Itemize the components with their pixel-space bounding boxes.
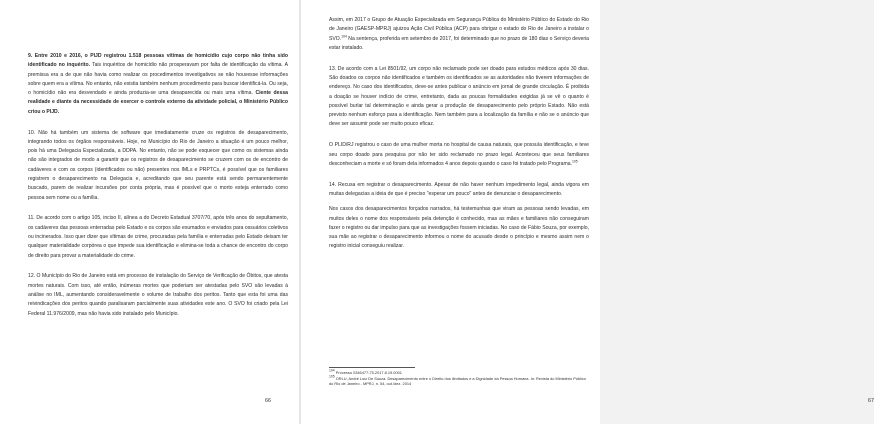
paragraph-12: 12. O Município do Rio de Janeiro está em processo de instalação do Serviço de Verificação de Óbitos, que atesta mortes naturais. Com isso, até então, inúmeras mortes que poderiam ser atestadas pelo SVO são levadas à análise no IML, aumentando consideravelmente o volume de trabalho dos peritos. Tanto que esta foi uma das reivindicações dos peritos quando paralisaram parcialmente suas atividades este ano. O SVO foi criado pela Lei Federal 11.976/2009, mas não havia sido instalado pelo Município. (28, 273, 288, 317)
paragraph-11: 11. De acordo com o artigo 105, inciso II, alínea a do Decreto Estadual 3707/70, após três anos do sepultamento, os cadáveres das pessoas enterradas pelo Estado e os corpos são exumados e enviados para ossuários coletivos ou incinerados. Isso quer dizer que vítimas de crime, procuradas pela família e enterradas pelo Estado deixam ter qualquer materialidade corpórea o que impede sua identificação e elimina-se toda a chance de encontro do corpo de direito para provar a materialidade do crime. (28, 215, 288, 259)
paragraph-9 (28, 52, 288, 117)
paragraph-9-bold-lead: 9. Entre 2010 e 2016, o PIJD registrou 1.518 pessoas vítimas de homicídio cujo corpo não tinha sido identificado no inquérito. (28, 53, 288, 69)
paragraph-plid-case-text: O PLID/RJ registrou o caso de uma mulher morta no hospital de causa naturais, que possuía identificação, e teve seu corpo doado para pesquisa por não ter sido reclamado no prazo legal. Aconteceu que seus familiares desconheciam a morte e só foram dela informados 4 anos depois quando o caso foi tratado pelo Programa. (329, 142, 589, 167)
paragraph-12-continued-text-b: Na sentença, proferida em setembro de 2017, foi determinado que no prazo de 180 dias o Serviço deveria estar instalado. (329, 35, 589, 51)
footnote-105-number: 105 (329, 374, 335, 379)
paragraph-9-body: Tais inquéritos de homicídio não prosperavam por falta de identificação da vítima. A premissa era a de que não havia como realizar os procedimentos investigativos se não houvesse informações sobre quem era a vítima. No entanto, não existia também nenhum procedimento para buscar identificá-la. Ou seja, o homicídio não era desvendado e ainda produzia-se uma desaparecida ou mais uma vítima. (28, 62, 288, 97)
paragraph-12-continued-text-a: Assim, em 2017 o Grupo de Atuação Especializada em Segurança Pública do Ministério Público do Estado do Rio de Janeiro (GAESP-MPRJ) ajuizou Ação Civil Pública (ACP) para obrigar o estado do Rio de Janeiro a instalar o SVO. (329, 17, 589, 42)
page-number-left: 66 (265, 398, 271, 404)
paragraph-14: 14. Recusa em registrar o desaparecimento. Apesar de não haver nenhum impedimento legal, ainda vigora em muitas delegacias a ideia de que é preciso "esperar um pouco" antes de denunciar o desaparecimento. (329, 181, 589, 197)
left-page (0, 0, 299, 424)
footnote-105-text: ORLU, André Luiz De Souza. Desaparecimento entre o Direito dos ilimitados e a Dignidade da Pessoa Humana. In: Revista do Ministério Público do Rio de Janeiro - MPRJ, n. 54, out./dez. 2014 (329, 375, 586, 387)
paragraph-13: 13. De acordo com a Lei 8501/92, um corpo não reclamado pode ser doado para estudos médicos após 30 dias. São doados os corpos não identificados e também os identificados se as autoridades não tiverem informações de endereço. No caso dos identificados, deve-se antes publicar o anúncio em jornal de grande circulação. É proibida a doação se houver indício de crime, entretanto, dada as poucas formalidades exigidas já se vê o quanto é possível burlar tal determinação e ainda gerar a produção de desaparecimento pelo próprio Estado. Não está previsto nenhum esforço para a identificação. Nem também para a localização da família e não se o anúncio que deve ser assumir pode ser muito pouco eficaz. (329, 65, 589, 128)
paragraph-10: 10. Não há também um sistema de software que imediatamente cruze os registros de desaparecimento, integrando todos os órgãos responsáveis. Hoje, no Município do Rio de Janeiro a situação é um pouco melhor, pois há uma Delegacia Especializada, a DDPA. No entanto, não se pode esquecer que como os sistemas ainda não são integrados de modo a garantir que os registros de desaparecimento se cruzem com os de encontro de cadáveres e com os corpos (identificados ou não) presentes nos IMLs e PRPTCs, é possível que os familiares registrem o desaparecimento na Delegacia e, acreditando que seu parente está sendo permanentemente buscado, parem de realizar incursões por conta própria, mas é possível que o morto esteja enterrado como pessoa sem nome ou a família. (28, 129, 288, 201)
footnote-105 (329, 376, 589, 387)
footnote-104-text: Processo 0346477-75.2017.8.19.0001 (335, 370, 402, 375)
page-number-right: 67 (868, 398, 874, 404)
paragraph-12-continued (329, 16, 589, 53)
paragraph-14-continued: Nos casos dos desaparecimentos forçados narrados, há testemunhas que viram as pessoas sendo levadas, em muitos deles o nome dos responsáveis pela detenção é conhecido, mas as mães e familiares não conseguiram fazer o registro ou dar impulso para que as investigações fossem iniciadas. No caso de Fábio Souza, por exemplo, sua mãe ao registrar o desaparecimento informou o nome do acusado desde o princípio e mesmo assim nem o registro inicial conseguiu realizar. (329, 206, 589, 250)
footnotes (329, 367, 589, 387)
footnote-ref-104: 104 (341, 33, 347, 38)
footnote-divider (329, 367, 415, 368)
paragraph-9-bold-conclusion: Ciente dessa realidade e diante da necessidade de exercer o controle externo da atividade policial, o Ministério Público criou o PIJD. (28, 90, 288, 115)
footnote-ref-105: 105 (571, 159, 578, 164)
right-page (301, 0, 874, 424)
footnote-104-number: 104 (329, 368, 335, 373)
paragraph-plid-case (329, 141, 589, 169)
